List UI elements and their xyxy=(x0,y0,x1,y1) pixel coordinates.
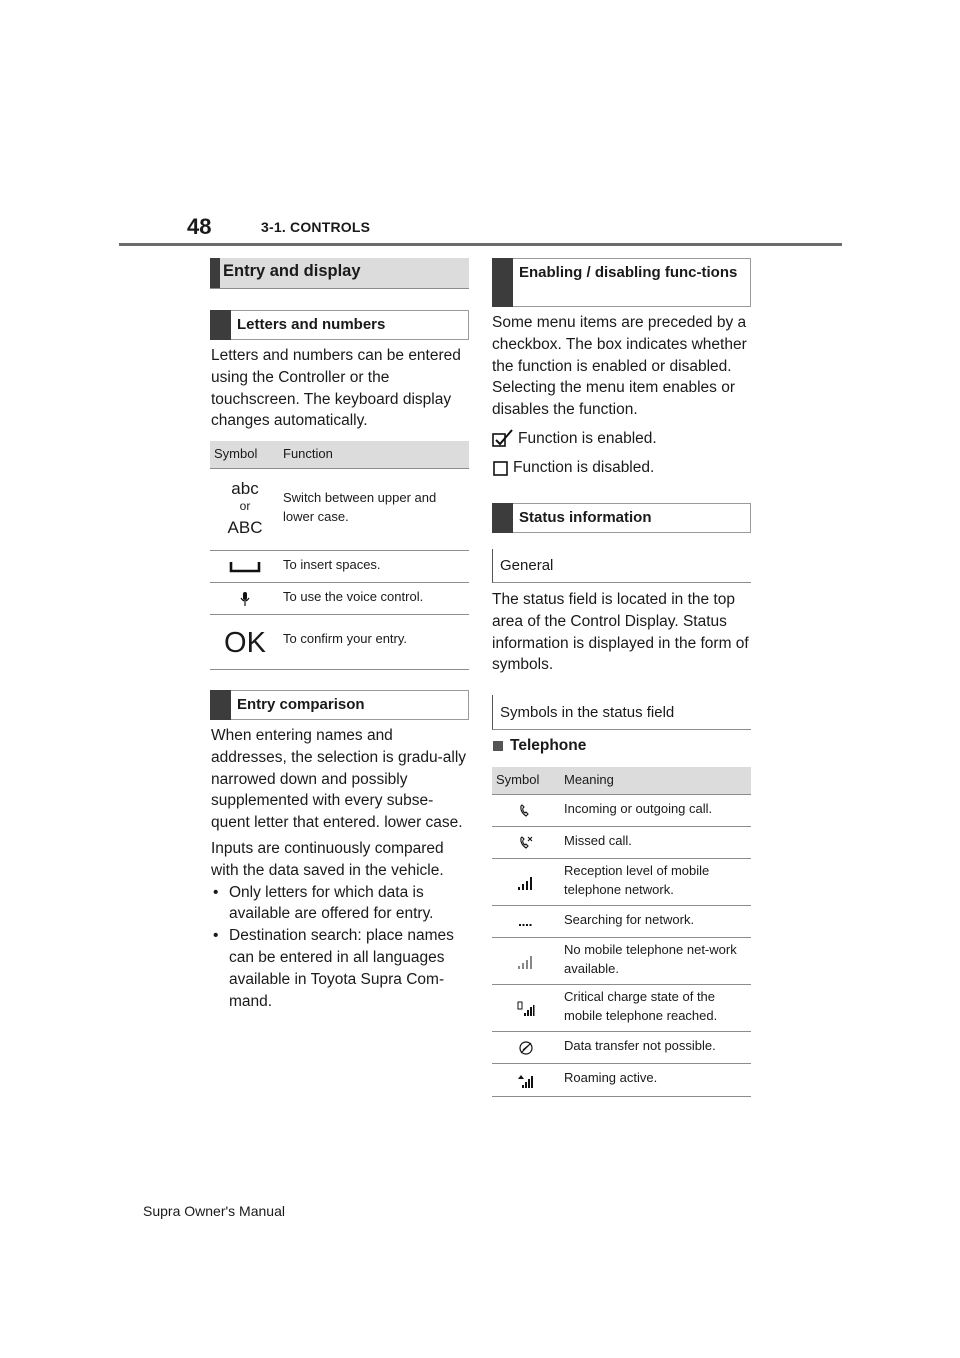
checkbox-empty-icon xyxy=(493,461,509,477)
heading-entry-and-display-text: Entry and display xyxy=(223,262,361,280)
letters-paragraph-text: Letters and numbers can be entered using the Controller or the touchscreen. The keyboard display changes automatically. xyxy=(211,347,461,430)
abc-upper: ABC xyxy=(227,518,263,537)
table-header xyxy=(210,441,469,469)
column-header-symbol: Symbol xyxy=(496,772,540,787)
low-battery-icon xyxy=(492,985,560,1032)
footer-manual-title: Supra Owner's Manual xyxy=(143,1203,285,1219)
heading-letters-and-numbers xyxy=(210,310,469,340)
page-number: 48 xyxy=(187,214,212,239)
symbols-label xyxy=(492,695,751,730)
row-description: Reception level of mobile telephone network. xyxy=(564,863,710,897)
table-row xyxy=(492,859,751,906)
microphone-icon xyxy=(210,583,280,615)
table-row xyxy=(492,1032,751,1064)
symbols-label-text: Symbols in the status field xyxy=(500,704,675,721)
letters-paragraph xyxy=(211,345,469,432)
symbol-function-table xyxy=(210,441,469,670)
table-row xyxy=(492,938,751,985)
space-bar-icon xyxy=(210,551,280,583)
status-paragraph xyxy=(492,589,750,676)
comparison-bullets xyxy=(211,882,467,1013)
or-word: or xyxy=(239,499,251,513)
abc-lower: abc xyxy=(231,479,259,498)
heading-status-information xyxy=(492,503,751,533)
table-row xyxy=(492,827,751,859)
column-header-meaning: Meaning xyxy=(564,772,614,787)
general-label-text: General xyxy=(500,557,554,574)
row-description: Switch between upper and lower case. xyxy=(283,490,437,524)
heading-enabling-disabling-text: Enabling / disabling func-tions xyxy=(519,264,738,281)
row-description: To confirm your entry. xyxy=(283,631,408,646)
phone-call-icon xyxy=(492,795,560,827)
enabled-line xyxy=(492,428,750,452)
square-bullet-icon xyxy=(493,741,503,751)
table-row xyxy=(210,583,469,615)
section-label: 3-1. CONTROLS xyxy=(261,219,371,235)
status-paragraph-text: The status field is located in the top area of the Control Display. Status information is displayed in the form of symbols. xyxy=(492,591,749,674)
heading-entry-and-display xyxy=(210,258,469,289)
disabled-text: Function is disabled. xyxy=(513,459,655,476)
network-search-icon xyxy=(492,906,560,938)
disabled-line xyxy=(492,457,750,481)
row-description: Missed call. xyxy=(564,833,632,848)
table-row xyxy=(210,469,469,551)
table-row xyxy=(210,551,469,583)
no-network-icon xyxy=(492,938,560,985)
ok-symbol: OK xyxy=(224,626,266,659)
row-description: Incoming or outgoing call. xyxy=(564,801,713,816)
telephone-label: Telephone xyxy=(510,737,587,754)
enabling-paragraph xyxy=(492,312,750,421)
status-symbols-table xyxy=(492,767,751,1097)
column-header-symbol: Symbol xyxy=(214,446,258,461)
row-description: Roaming active. xyxy=(564,1070,658,1085)
row-description: Data transfer not possible. xyxy=(564,1038,716,1053)
heading-entry-comparison xyxy=(210,690,469,720)
comparison-paragraph-2: Inputs are continuously compared with the data saved in the vehicle. xyxy=(211,839,444,879)
table-row xyxy=(492,906,751,938)
row-description: Critical charge state of the mobile telephone reached. xyxy=(564,989,718,1023)
no-data-transfer-icon xyxy=(492,1032,560,1064)
enabling-paragraph-text: Some menu items are preceded by a checkbox. The box indicates whether the function is enabled or disabled. Selecting the menu item enables or disables the function. xyxy=(492,314,747,419)
heading-entry-comparison-text: Entry comparison xyxy=(237,696,365,713)
heading-enabling-disabling xyxy=(492,258,751,307)
enabled-text: Function is enabled. xyxy=(518,430,657,447)
bullet-item: • Destination search: place names can be entered in all languages available in Toyota Supra Com-mand. xyxy=(211,925,467,1012)
heading-status-information-text: Status information xyxy=(519,509,652,526)
roaming-icon xyxy=(492,1064,560,1097)
signal-strength-icon xyxy=(492,859,560,906)
comparison-paragraph-1: When entering names and addresses, the selection is gradu-ally narrowed down and possibly supplemented with every subse-quent letter that entered. lower case. xyxy=(211,727,467,832)
table-row xyxy=(492,985,751,1032)
row-description: Searching for network. xyxy=(564,912,695,927)
comparison-paragraphs xyxy=(211,725,467,1012)
table-row xyxy=(492,795,751,827)
row-description: To use the voice control. xyxy=(283,589,424,604)
bullet-item: • Only letters for which data is available are offered for entry. xyxy=(211,882,467,926)
table-row xyxy=(210,615,469,670)
row-description: No mobile telephone net-work available. xyxy=(564,942,737,976)
heading-letters-and-numbers-text: Letters and numbers xyxy=(237,316,386,333)
missed-call-icon xyxy=(492,827,560,859)
checkbox-checked-icon xyxy=(492,429,514,447)
header-rule xyxy=(119,243,842,246)
table-header xyxy=(492,767,751,795)
table-row xyxy=(492,1064,751,1097)
column-header-function: Function xyxy=(283,446,333,461)
row-description: To insert spaces. xyxy=(283,557,381,572)
case-switch-symbol xyxy=(210,475,280,547)
general-label xyxy=(492,549,751,583)
